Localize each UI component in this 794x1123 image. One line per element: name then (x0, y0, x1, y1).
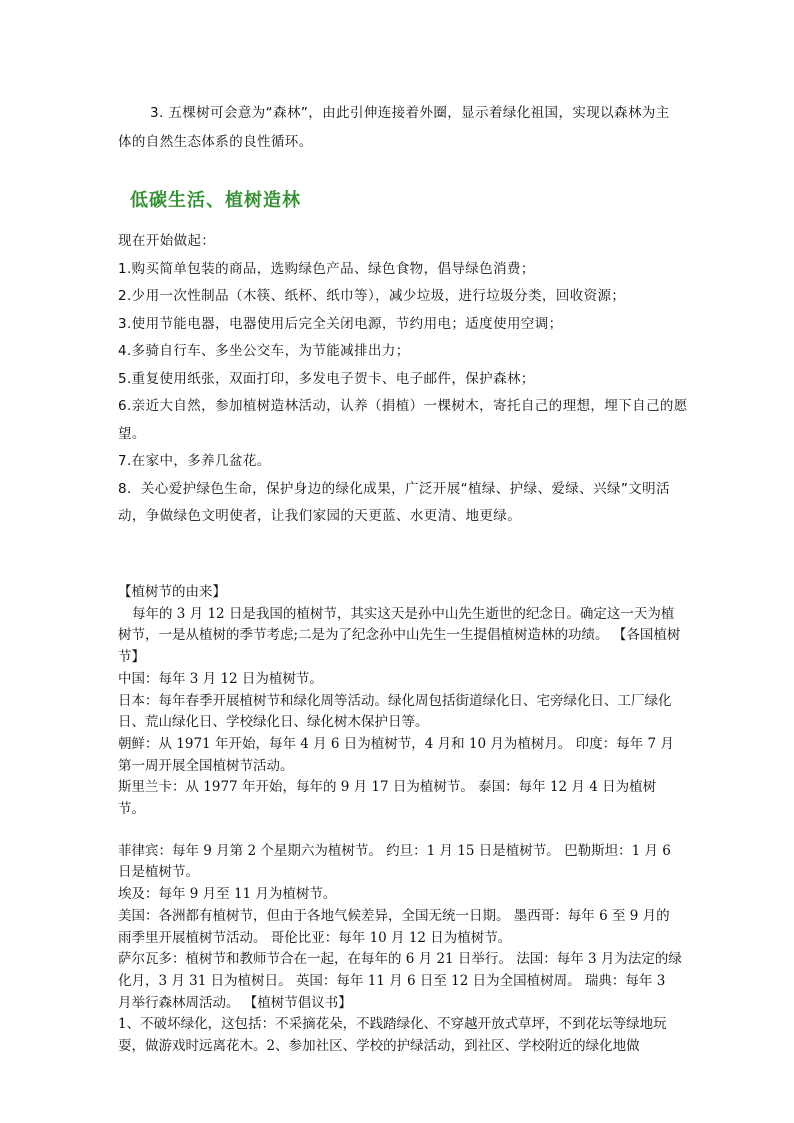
section-heading: 低碳生活、植树造林 (130, 190, 301, 211)
action-list-intro: 现在开始做起： (118, 233, 216, 249)
country-entry: 美国：各洲都有植树节，但由于各地气候差异，全国无统一日期。 墨西哥：每年 6 至 9 月的雨季里开展植树节活动。 哥伦比亚：每年 10 月 12 日为植树节。 (118, 907, 670, 946)
country-entry: 斯里兰卡：从 1977 年开始，每年的 9 月 17 日为植树节。 泰国：每年 12 月 4 日为植树节。 (118, 779, 657, 818)
action-item: 8．关心爱护绿色生命，保护身边的绿化成果，广泛开展“植绿、护绿、爱绿、兴绿”文明活动，争做绿色文明使者，让我们家园的天更蓝、水更清、地更绿。 (118, 480, 670, 524)
country-entry: 朝鲜：从 1971 年开始，每年 4 月 6 日为植树节，4 月和 10 月为植树月。 印度：每年 7 月第一周开展全国植树节活动。 (118, 735, 674, 774)
action-item: 1.购买简单包装的商品，选购绿色产品、绿色食物，倡导绿色消费； (118, 260, 535, 277)
action-item: 2.少用一次性制品（木筷、纸杯、纸巾等），减少垃圾，进行垃圾分类，回收资源； (118, 288, 626, 304)
action-item: 3.使用节能电器，电器使用后完全关闭电源，节约用电；适度使用空调； (118, 315, 563, 332)
action-item: 4.多骑自行车、多坐公交车，为节能减排出力； (118, 343, 410, 359)
action-item: 5.重复使用纸张，双面打印，多发电子贺卡、电子邮件，保护森林； (118, 370, 535, 387)
country-entry: 中国：每年 3 月 12 日为植树节。 (118, 670, 323, 687)
country-entry: 日本：每年春季开展植树节和绿化周等活动。绿化周包括街道绿化日、宅旁绿化日、工厂绿化日、荒山绿化日、学校绿化日、绿化树木保护日等。 (118, 692, 672, 731)
paragraph-spacer (118, 821, 682, 841)
origin-title: 【植树节的由来】 (118, 584, 226, 600)
arbor-day-origin-section (118, 582, 682, 1058)
action-item: 7.在家中，多养几盆花。 (118, 453, 271, 469)
country-entry: 埃及：每年 9 月至 11 月为植树节。 (118, 886, 337, 903)
origin-intro: 每年的 3 月 12 日是我国的植树节，其实这天是孙中山先生逝世的纪念日。确定这一天为植树节，一是从植树的季节考虑;二是为了纪念孙中山先生一生提倡植树造林的功绩。 【各国植树节】 (118, 605, 681, 666)
country-entry: 菲律宾：每年 9 月第 2 个星期六为植树节。 约旦：1 月 15 日是植树节。 巴勒斯坦：1 月 6 日是植树节。 (118, 842, 671, 881)
proposal-text: 1、不破坏绿化，这包括：不采摘花朵，不践踏绿化、不穿越开放式草坪，不到花坛等绿地玩耍，做游戏时远离花木。2、参加社区、学校的护绿活动，到社区、学校附近的绿化地做 (118, 1016, 667, 1055)
action-item: 6.亲近大自然，参加植树造林活动，认养（捐植）一棵树木，寄托自己的理想，埋下自己的愿望。 (118, 398, 688, 442)
action-list (118, 228, 688, 531)
country-entry: 萨尔瓦多：植树节和教师节合在一起，在每年的 6 月 21 日举行。 法国：每年 3 月为法定的绿化月，3 月 31 日为植树日。 英国：每年 11 月 6 日至 12 日为全国植树周。 瑞典：每年 3 月举行森林周活动。 【植树节倡议书】 (118, 951, 682, 1011)
intro-paragraph: 3. 五棵树可会意为“森林”，由此引伸连接着外圈，显示着绿化祖国，实现以森林为主体的自然生态体系的良性循环。 (118, 105, 670, 150)
